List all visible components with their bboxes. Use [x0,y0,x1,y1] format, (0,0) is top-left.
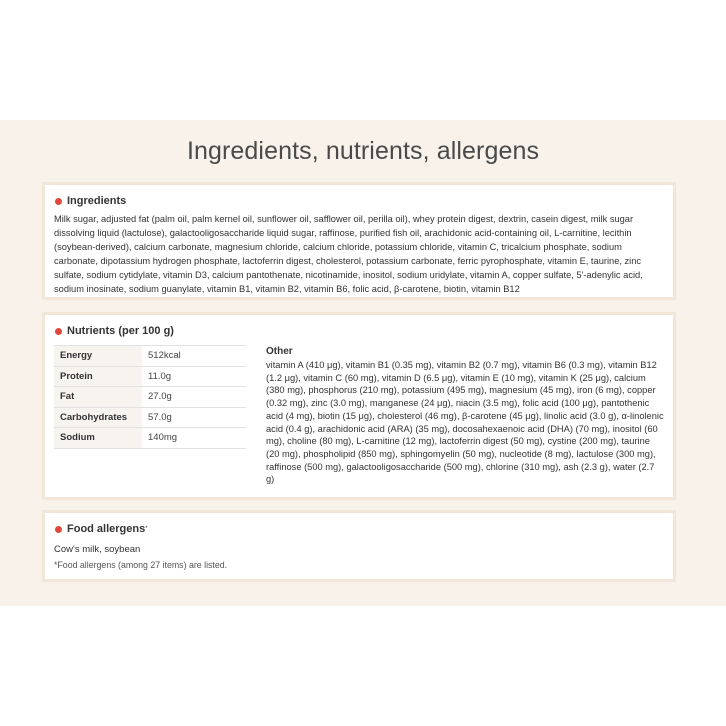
bullet-dot-icon [55,328,62,335]
other-nutrients-title: Other [266,346,293,357]
nutrient-value: 57.0g [142,407,246,428]
ingredients-heading-label: Ingredients [67,195,127,207]
table-row [54,428,246,449]
allergens-value: Cow's milk, soybean [54,544,141,555]
allergens-heading-label: Food allergens [67,523,146,535]
bullet-dot-icon [55,526,62,533]
nutrient-label: Sodium [54,428,142,449]
nutrient-label: Carbohydrates [54,407,142,428]
ingredients-heading [55,195,126,207]
other-nutrients-text: vitamin A (410 μg), vitamin B1 (0.35 mg), vitamin B2 (0.7 mg), vitamin B6 (0.3 mg), vitamin B12 (1.2 μg), vitamin C (60 mg), vitamin D (6.5 μg), vitamin E (10 mg), vitamin K (25 μg), calcium (380 mg), phosphorus (210 mg), potassium (495 mg), magnesium (45 mg), iron (6 mg), copper (0.32 mg), zinc (3.0 mg), manganese (24 μg), niacin (3.5 mg), folic acid (100 μg), pantothenic acid (4 mg), biotin (15 μg), cholesterol (46 mg), β-carotene (45 μg), linolic acid (3.0 g), α-linolenic acid (0.4 g), arachidonic acid (ARA) (35 mg), docosahexaenoic acid (DHA) (70 mg), inositol (60 mg), choline (80 mg), L-carnitine (12 mg), lactoferrin digest (50 mg), cystine (200 mg), taurine (20 mg), phospholipid (850 mg), sphingomyelin (50 mg), nucleotide (8 mg), lactulose (300 mg), raffinose (500 mg), galactooligosaccharide (500 mg), chlorine (310 mg), ash (2.3 g), water (2.7 g) [266,360,664,485]
ingredients-card [42,182,676,300]
nutrient-value: 11.0g [142,366,246,387]
nutrient-value: 140mg [142,428,246,449]
allergens-footnote: *Food allergens (among 27 items) are listed. [54,560,228,570]
nutrient-label: Protein [54,366,142,387]
nutrients-heading [55,325,174,337]
allergens-card [42,510,676,582]
nutrients-heading-label: Nutrients (per 100 g) [67,325,174,337]
nutrient-label: Energy [54,346,142,367]
nutrient-value: 27.0g [142,387,246,408]
table-row [54,346,246,367]
footnote-mark: * [145,526,148,532]
table-row [54,366,246,387]
table-row [54,387,246,408]
nutrient-label: Fat [54,387,142,408]
allergens-heading [55,523,148,535]
table-row [54,407,246,428]
ingredients-text: Milk sugar, adjusted fat (palm oil, palm kernel oil, sunflower oil, safflower oil, perilla oil), whey protein digest, dextrin, casein digest, milk sugar dissolving liquid (lactulose), galactooligosaccharide liquid sugar, raffinose, purified fish oil, arachidonic acid-containing oil, L-carnitine, lecithin (soybean-derived), calcium carbonate, magnesium chloride, calcium chloride, potassium chloride, vitamin C, tricalcium phosphate, sodium carbonate, dipotassium hydrogen phosphate, lactoferrin digest, cholesterol, potassium carbonate, ferric pyrophosphate, vitamin E, taurine, zinc sulfate, sodium cytidylate, vitamin D3, calcium pantothenate, nicotinamide, inositol, sodium uridylate, vitamin A, copper sulfate, 5'-adenylic acid, sodium inosinate, sodium guanylate, vitamin B1, vitamin B2, vitamin B6, folic acid, β-carotene, biotin, vitamin B12 [54,214,643,295]
nutrients-card [42,312,676,500]
page-title: Ingredients, nutrients, allergens [186,137,540,165]
nutrient-value: 512kcal [142,346,246,367]
nutrients-table [54,345,246,449]
bullet-dot-icon [55,198,62,205]
